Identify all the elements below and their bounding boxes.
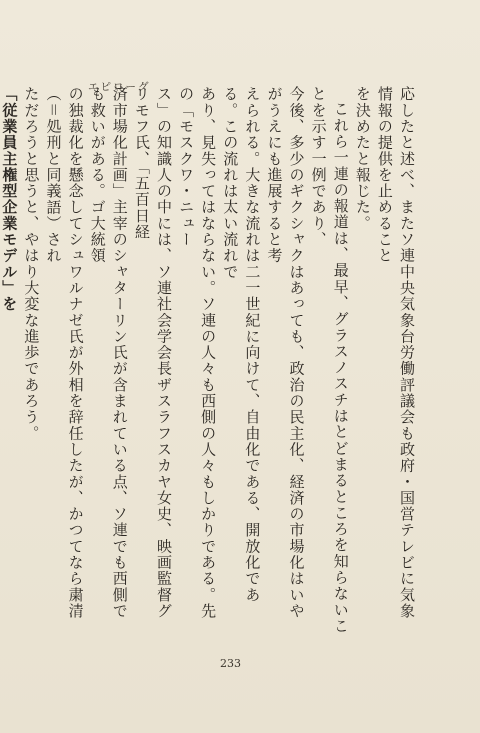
running-head: エピローグ — [88, 81, 151, 93]
text-column: あり、見失ってはならない。ソ連の人々も西側の人々もしかりである。先の「モスクワ・ニュー — [177, 86, 218, 619]
text-column: 済市場化計画」主宰のシャターリン氏が含まれている点、ソ連でも西側でも救いがある。ゴ大統領 — [88, 86, 129, 619]
text-column: 今後、多少のギクシャクはあっても、政治の民主化、経済の市場化はいやがうえにも進展すると考 — [265, 86, 306, 619]
text-column: えられる。大きな流れは二一世紀に向けて、自由化である、開放化である。この流れは太い流れで — [221, 86, 262, 603]
text-column: ただろうと思うと、やはり大変な進歩であろう。 — [22, 86, 41, 442]
text-column: これら一連の報道は、最早、グラスノスチはとどまるところを知らないことを示す一例であり、 — [309, 86, 350, 634]
text-column: の独裁化を懸念してシュワルナゼ氏が外相を辞任したが、かつてなら粛清（＝処刑と同義語）され — [44, 86, 85, 619]
text-column: 応したと述べ、またソ連中央気象台労働評議会も政府・国営テレビに気象情報の提供を止めること — [375, 86, 416, 619]
text-column: ス」の知識人の中には、ソ連社会学会長ザスラフスカヤ女史、映画監督グリモフ氏、「五百日経 — [132, 86, 173, 619]
section-heading: 「従業員主権型企業モデル」を — [0, 86, 19, 313]
text-column: を決めたと報じた。 — [353, 86, 372, 232]
body-text — [0, 86, 418, 634]
page-number: 233 — [220, 657, 241, 670]
